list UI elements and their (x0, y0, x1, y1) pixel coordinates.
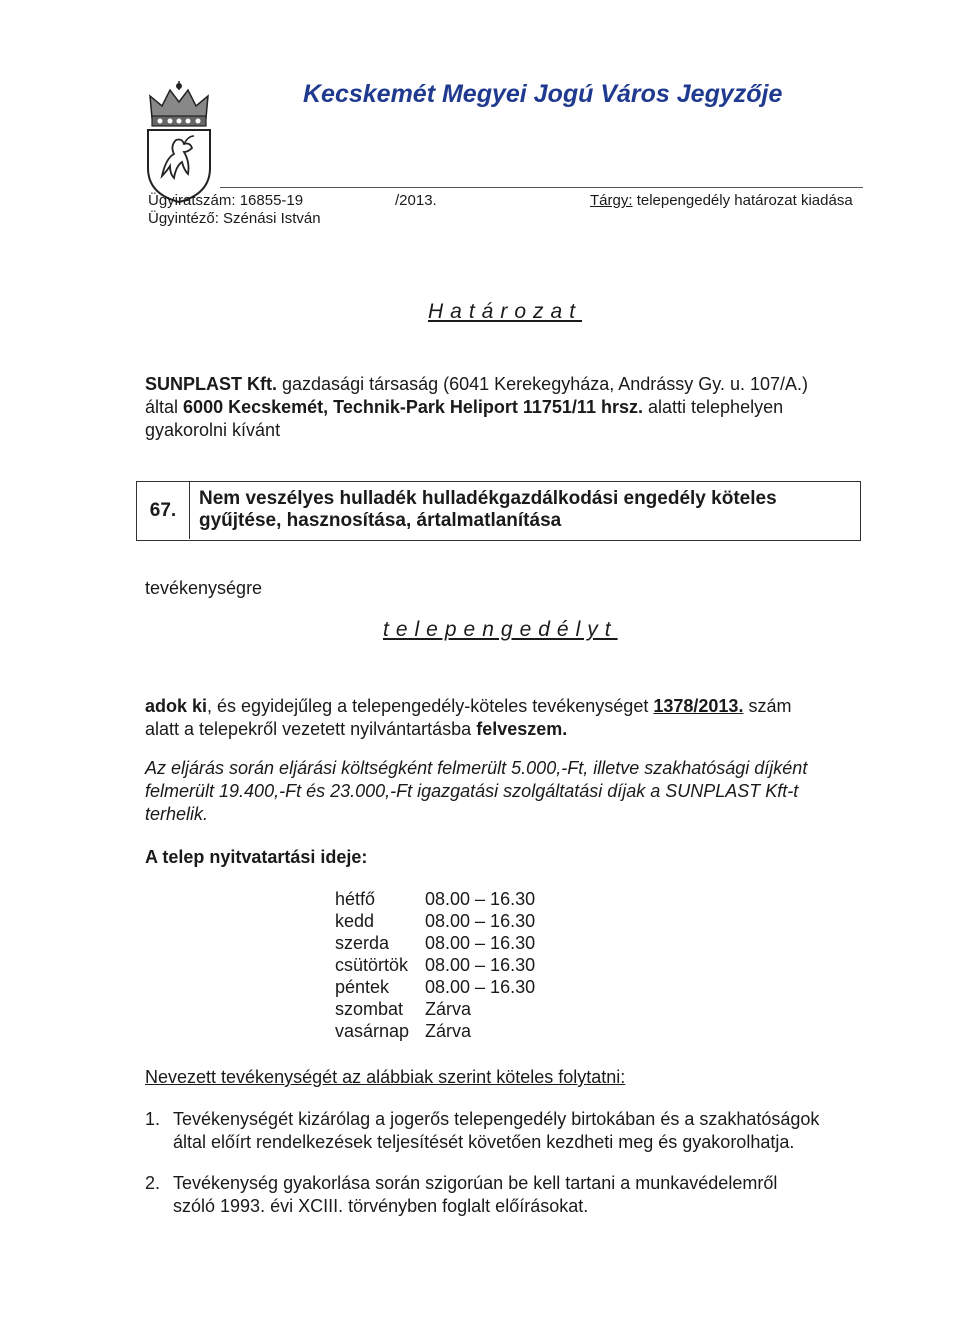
hours-day: péntek (335, 977, 390, 997)
site-address: 6000 Kecskemét, Technik-Park Heliport 11751/11 hrsz. (183, 397, 643, 417)
intro-by: által (145, 397, 179, 417)
subject-line (590, 192, 853, 210)
company-name: SUNPLAST Kft. (145, 374, 277, 394)
hours-time: Zárva (425, 999, 472, 1019)
intro-paragraph (145, 373, 870, 442)
hours-time: 08.00 – 16.30 (425, 955, 536, 975)
subject-label: Tárgy: (590, 192, 633, 209)
intro-line-3: gyakorolni kívánt (145, 420, 281, 440)
site-suffix: alatti telephelyen (648, 397, 784, 417)
costs-line-1: Az eljárás során eljárási költségként felmerült 5.000,-Ft, illetve szakhatósági díjként (145, 758, 808, 778)
hours-day: vasárnap (335, 1021, 410, 1041)
condition-item (145, 1172, 870, 1218)
issuer-title: Kecskemét Megyei Jogú Város Jegyzője (303, 80, 783, 108)
city-coat-of-arms-icon (140, 78, 218, 206)
grant-paragraph (145, 695, 870, 741)
hours-time: Zárva (425, 1021, 472, 1041)
condition-item (145, 1108, 870, 1154)
case-number-line (148, 192, 303, 210)
grant-text-1: , és egyidejűleg a telepengedély-köteles tevékenységet (207, 696, 649, 716)
officer-line (148, 210, 321, 228)
grant-line-2 (145, 718, 870, 741)
grant-verb: adok ki (145, 696, 208, 716)
condition-line-2: szóló 1993. évi XCIII. törvényben foglalt előírásokat. (173, 1196, 589, 1216)
activity-line-2: gyűjtése, hasznosítása, ártalmatlanítása (199, 510, 562, 531)
case-number-label: Ügyiratszám: (148, 192, 236, 209)
hours-time: 08.00 – 16.30 (425, 889, 536, 909)
hours-time: 08.00 – 16.30 (425, 911, 536, 931)
condition-line-1: Tevékenység gyakorlása során szigorúan be kell tartani a munkavédelemről (173, 1173, 778, 1193)
permit-title: telepengedélyt (383, 618, 618, 641)
officer-label: Ügyintéző: (148, 210, 219, 227)
condition-number: 2. (145, 1173, 161, 1193)
case-number: 16855-19 (239, 192, 304, 209)
activity-line-1: Nem veszélyes hulladék hulladékgazdálkodási engedély köteles (199, 488, 777, 509)
hours-day: szerda (335, 933, 390, 953)
condition-line-2: által előírt rendelkezések teljesítését követően kezdheti meg és gyakorolhatja. (173, 1132, 795, 1152)
conditions-heading: Nevezett tevékenységét az alábbiak szerint köteles folytatni: (145, 1067, 626, 1087)
company-address: gazdasági társaság (6041 Kerekegyháza, Andrássy Gy. u. 107/A.) (282, 374, 808, 394)
intro-line-1 (145, 373, 870, 396)
hours-time: 08.00 – 16.30 (425, 977, 536, 997)
condition-line-1: Tevékenységét kizárólag a jogerős telepengedély birtokában és a szakhatóságok (173, 1109, 820, 1129)
grant-text-3: alatt a telepekről vezetett nyilvántartásba (145, 719, 472, 739)
activity-description (199, 488, 777, 532)
intro-line-2 (145, 396, 870, 419)
condition-number: 1. (145, 1109, 161, 1129)
grant-line-1 (145, 695, 870, 718)
activity-number: 67. (137, 482, 190, 539)
hours-day: kedd (335, 911, 375, 931)
officer-name: Szénási István (223, 210, 321, 227)
activity-suffix: tevékenységre (145, 578, 263, 598)
hours-day: szombat (335, 999, 404, 1019)
header-rule (220, 187, 863, 188)
document-title: Határozat (428, 300, 583, 323)
costs-paragraph (145, 757, 870, 826)
hours-day: hétfő (335, 889, 376, 909)
activity-box (136, 481, 861, 541)
grant-text-2: szám (748, 696, 792, 716)
costs-line-2: felmerült 19.400,-Ft és 23.000,-Ft igazgatási szolgáltatási díjak a SUNPLAST Kft-t (145, 781, 799, 801)
costs-line-3: terhelik. (145, 804, 209, 824)
subject: telepengedély határozat kiadása (636, 192, 853, 209)
opening-hours-heading: A telep nyitvatartási ideje: (145, 847, 368, 867)
registration-number: 1378/2013. (653, 696, 744, 716)
grant-verb-end: felveszem. (476, 719, 568, 739)
case-year: /2013. (395, 192, 437, 209)
hours-time: 08.00 – 16.30 (425, 933, 536, 953)
hours-day: csütörtök (335, 955, 409, 975)
